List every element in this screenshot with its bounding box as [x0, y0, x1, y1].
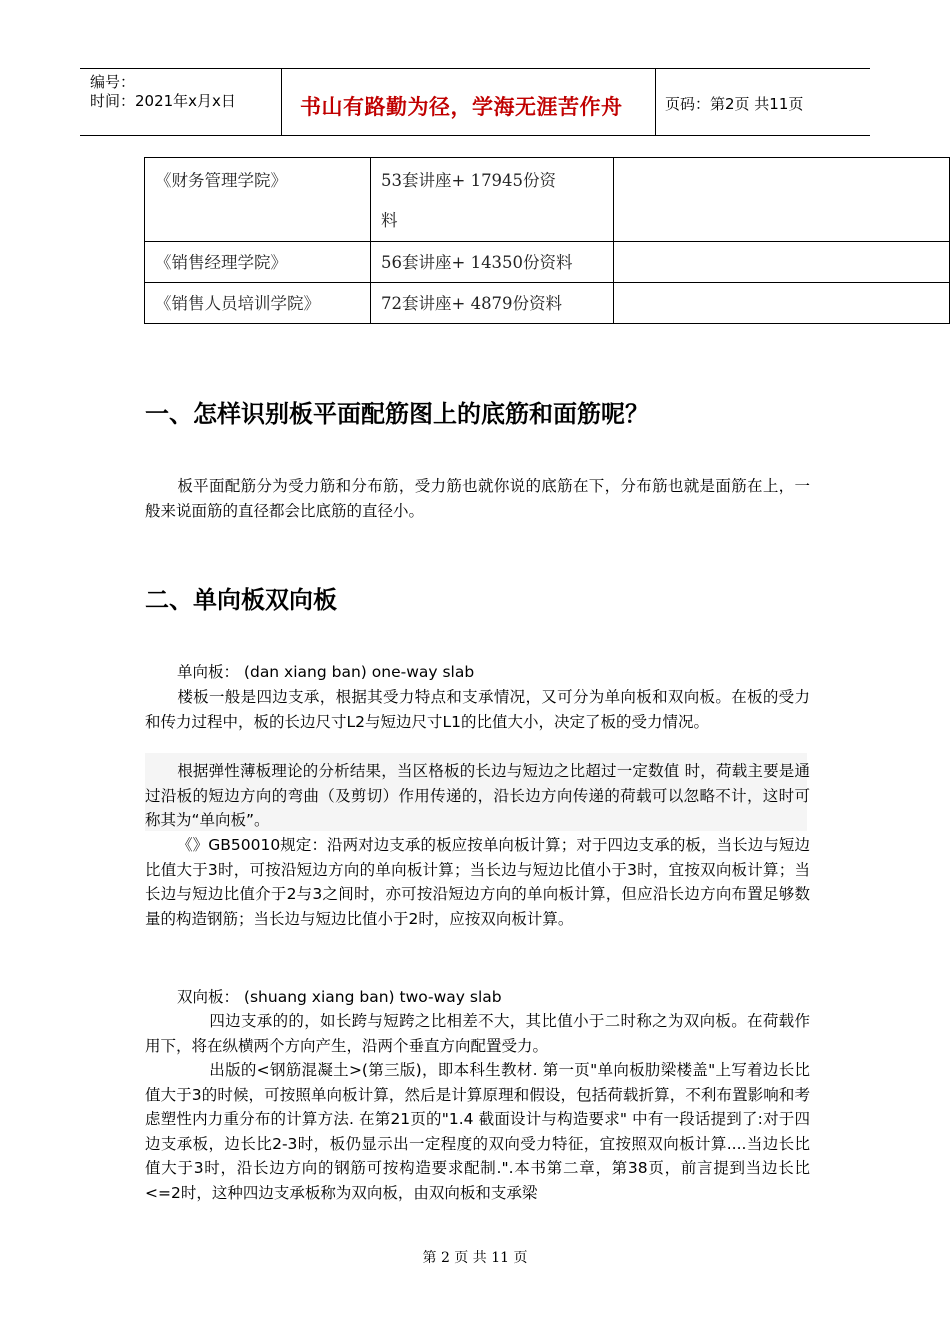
- table-cell: [371, 242, 614, 283]
- course-count: [371, 158, 613, 241]
- header-bottom-rule: [80, 135, 870, 136]
- header-page-label: 页码：第2页 共11页: [665, 95, 804, 113]
- date-label: 时间：2021年x月x日: [90, 92, 236, 110]
- table-cell: [145, 242, 371, 283]
- table-cell: [614, 283, 950, 324]
- oneway-paragraph-1: 楼板一般是四边支承，根据其受力特点和支承情况，又可分为单向板和双向板。在板的受力和传力过程中，板的长边尺寸L2与短边尺寸L1的比值大小，决定了板的受力情况。: [145, 688, 810, 731]
- header-divider-left: [281, 68, 282, 136]
- table-cell: [614, 158, 950, 242]
- twoway-paragraph-2: 出版的<钢筋混凝土>(第三版)，即本科生教材. 第一页"单向板肋梁楼盖"上写着边长比值大于3的时候，可按照单向板计算，然后是计算原理和假设，包括荷载折算，不利布置影响和考虑塑性内力重分布的计算方法. 在第21页的"1.4 截面设计与构造要求" 中有一段话提到了:对于四边支承板，边长比2-3时，板仍显示出一定程度的双向受力特征，宜按照双向板计算....当边长比值大于3时，沿长边方向的钢筋可按构造要求配制.".本书第二章，第38页，前言提到当边长比<=2时，这种四边支承板称为双向板，由双向板和支承梁: [145, 1061, 810, 1202]
- header-divider-right: [655, 68, 656, 136]
- twoway-label: 双向板： (shuang xiang ban) two-way slab: [177, 988, 502, 1006]
- table-row: [145, 242, 950, 283]
- table-cell: [145, 158, 371, 242]
- oneway-label: 单向板： (dan xiang ban) one-way slab: [177, 663, 475, 681]
- section-1-paragraph: 板平面配筋分为受力筋和分布筋，受力筋也就你说的底筋在下，分布筋也就是面筋在上，一般来说面筋的直径都会比底筋的直径小。: [145, 477, 810, 520]
- twoway-paragraph-1: 四边支承的的，如长跨与短跨之比相差不大，其比值小于二时称之为双向板。在荷载作用下，将在纵横两个方向产生，沿两个垂直方向配置受力。: [145, 1012, 810, 1055]
- table-row: [145, 283, 950, 324]
- table-cell: [614, 242, 950, 283]
- course-count: 72套讲座+ 4879份资料: [381, 294, 563, 313]
- table-row: [145, 158, 950, 242]
- section-1-title: 一、怎样识别板平面配筋图上的底筋和面筋呢？: [145, 400, 649, 428]
- table-cell: [371, 158, 614, 242]
- oneway-paragraph-3: 《》GB50010规定：沿两对边支承的板应按单向板计算；对于四边支承的板，当长边与短边比值大于3时，可按沿短边方向的单向板计算；当长边与短边比值小于3时，宜按双向板计算；当长边与短边比值介于2与3之间时，亦可按沿短边方向的单向板计算，但应沿长边方向布置足够数量的构造钢筋；当长边与短边比值小于2时，应按双向板计算。: [145, 836, 810, 928]
- header-top-rule: [80, 68, 870, 69]
- course-name: 《财务管理学院》: [155, 171, 287, 190]
- course-count: 56套讲座+ 14350份资料: [381, 253, 573, 272]
- course-table: [144, 157, 950, 324]
- section-2-title: 二、单向板双向板: [145, 586, 337, 614]
- course-count-line: 53套讲座+ 17945份资: [381, 171, 557, 190]
- oneway-paragraph-2: 根据弹性薄板理论的分析结果，当区格板的长边与短边之比超过一定数值 时，荷载主要是通过沿板的短边方向的弯曲（及剪切）作用传递的，沿长边方向传递的荷载可以忽略不计，这时可称其为“单向板”。: [145, 762, 810, 829]
- course-name: 《销售经理学院》: [155, 253, 287, 272]
- table-cell: [371, 283, 614, 324]
- header-motto: 书山有路勤为径，学海无涯苦作舟: [300, 95, 623, 119]
- table-cell: [145, 283, 371, 324]
- serial-label: 编号：: [90, 73, 136, 91]
- course-name: 《销售人员培训学院》: [155, 294, 320, 313]
- page-footer: 第 2 页 共 11 页: [422, 1250, 528, 1266]
- course-count-line: 料: [381, 211, 398, 230]
